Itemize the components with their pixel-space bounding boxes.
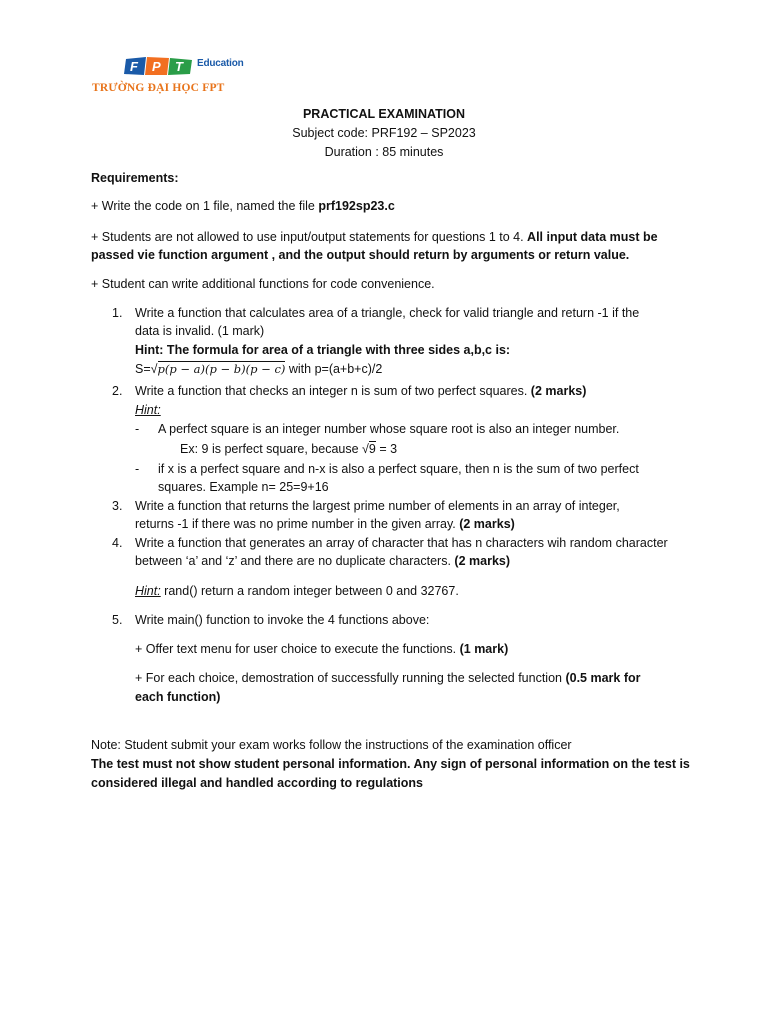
q2-example — [180, 440, 397, 459]
q3-number: 3. — [112, 499, 123, 513]
q2-hint-label: Hint: — [135, 403, 161, 417]
requirement-2-line2: passed vie function argument , and the output should return by arguments or return value. — [91, 248, 630, 262]
q2-number: 2. — [112, 384, 123, 398]
q1-formula — [135, 360, 382, 379]
logo-school-name: TRƯỜNG ĐẠI HỌC FPT — [92, 82, 225, 94]
svg-text:P: P — [152, 59, 161, 74]
svg-text:T: T — [175, 59, 183, 74]
q4-line1: Write a function that generates an array of character that has n characters wih random character — [135, 536, 668, 550]
q2-bullet1-dash: - — [135, 422, 140, 436]
logo-education-text: Education — [197, 58, 244, 69]
q4-hint-label: Hint: — [135, 584, 161, 598]
requirement-2-bold: All input data must be — [527, 230, 658, 244]
fpt-logo-icon — [124, 56, 194, 76]
q2-bullet1: A perfect square is an integer number whose square root is also an integer number. — [158, 422, 620, 436]
exam-header — [0, 105, 768, 162]
q2-text: Write a function that checks an integer n is sum of two perfect squares. — [135, 384, 531, 398]
q5-sub2-line1 — [135, 669, 640, 688]
q5-sub1-marks: (1 mark) — [459, 642, 509, 656]
requirement-2-text: + Students are not allowed to use input/output statements for questions 1 to 4. — [91, 230, 528, 244]
q1-number: 1. — [112, 306, 123, 320]
q1-formula-prefix: S= — [135, 362, 151, 376]
exam-duration: Duration : 85 minutes — [324, 145, 444, 159]
radical-sign-icon: √ — [362, 442, 369, 456]
note-line1: Note: Student submit your exam works follow the instructions of the examination officer — [91, 738, 572, 752]
q2-bullet2-line2: squares. Example n= 25=9+16 — [158, 480, 329, 494]
q5-sub1 — [135, 640, 508, 659]
q1-formula-suffix: with p=(a+b+c)/2 — [285, 362, 383, 376]
q1-line1: Write a function that calculates area of a triangle, check for valid triangle and return -1 if the — [135, 306, 640, 320]
q2-example-suffix: = 3 — [375, 442, 398, 456]
q1-formula-radicand: p(p − a)(p − b)(p − c) — [157, 362, 286, 376]
q5-sub1-text: + Offer text menu for user choice to execute the functions. — [135, 642, 460, 656]
q5-sub2-line2: each function) — [135, 690, 221, 704]
q4-line2 — [135, 552, 510, 571]
q5-sub2-text: + For each choice, demostration of successfully running the selected function — [135, 671, 566, 685]
q5-number: 5. — [112, 613, 123, 627]
requirement-1-filename: prf192sp23.c — [318, 199, 395, 213]
requirement-1-text: + Write the code on 1 file, named the file — [91, 199, 319, 213]
q4-marks: (2 marks) — [454, 554, 511, 568]
q2-bullet2-dash: - — [135, 462, 140, 476]
q1-line2: data is invalid. (1 mark) — [135, 324, 265, 338]
requirements-heading: Requirements: — [91, 171, 179, 185]
q1-hint: Hint: The formula for area of a triangle with three sides a,b,c is: — [135, 343, 511, 357]
q3-text: returns -1 if there was no prime number in the given array. — [135, 517, 460, 531]
q2-example-radicand: 9 — [368, 442, 376, 456]
q2-line — [135, 382, 586, 401]
q2-marks: (2 marks) — [530, 384, 587, 398]
requirement-2-line1 — [91, 228, 658, 247]
q4-hint — [135, 582, 459, 601]
note-line2: The test must not show student personal information. Any sign of personal information on the test is — [91, 757, 690, 771]
q4-number: 4. — [112, 536, 123, 550]
q3-line1: Write a function that returns the largest prime number of elements in an array of integer, — [135, 499, 620, 513]
subject-code: Subject code: PRF192 – SP2023 — [292, 126, 476, 140]
q5-sub2-marks: (0.5 mark for — [565, 671, 641, 685]
exam-title: PRACTICAL EXAMINATION — [302, 107, 466, 121]
q3-marks: (2 marks) — [459, 517, 515, 531]
q4-text: between ‘a’ and ‘z’ and there are no duplicate characters. — [135, 554, 455, 568]
q2-example-prefix: Ex: 9 is perfect square, because — [180, 442, 363, 456]
requirement-3: + Student can write additional functions for code convenience. — [91, 277, 435, 291]
fpt-logo — [92, 52, 242, 98]
svg-text:F: F — [130, 59, 138, 74]
note-line3: considered illegal and handled according to regulations — [91, 776, 424, 790]
requirement-1 — [91, 197, 395, 216]
q5-line1: Write main() function to invoke the 4 functions above: — [135, 613, 430, 627]
q2-bullet2-line1: if x is a perfect square and n-x is also a perfect square, then n is the sum of two perfect — [158, 462, 639, 476]
q3-line2 — [135, 515, 515, 534]
q4-hint-text: rand() return a random integer between 0 and 32767. — [160, 584, 459, 598]
radical-sign-icon: √ — [150, 362, 158, 376]
